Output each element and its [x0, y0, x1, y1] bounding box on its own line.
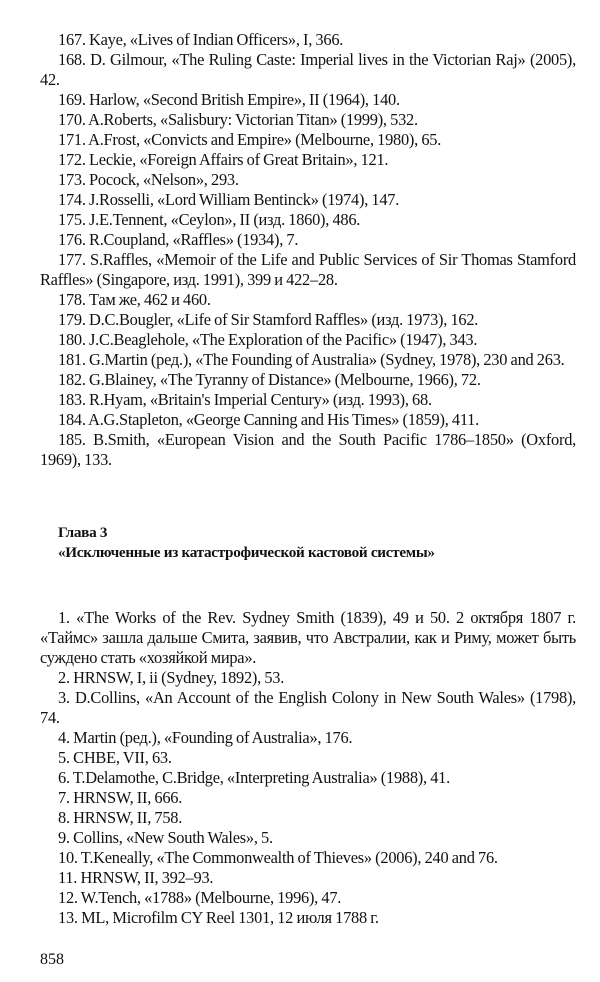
endnote-168: 168. D. Gilmour, «The Ruling Caste: Imperial lives in the Victorian Raj» (2005), 42. [40, 50, 576, 89]
endnote-175: 175. J.E.Tennent, «Ceylon», II (изд. 1860), 486. [58, 210, 361, 229]
endnote-7: 7. HRNSW, II, 666. [58, 788, 183, 807]
endnote-10: 10. T.Keneally, «The Commonwealth of Thieves» (2006), 240 and 76. [58, 848, 498, 867]
endnote-167: 167. Kaye, «Lives of Indian Officers», I, 366. [58, 30, 344, 49]
endnote-178: 178. Там же, 462 и 460. [58, 290, 211, 309]
endnote-177: 177. S.Raffles, «Memoir of the Life and Public Services of Sir Thomas Stamford Raffles» (Singapore, изд. 1991), 399 и 422–28. [40, 250, 576, 289]
page-number: 858 [40, 951, 64, 968]
endnote-179: 179. D.C.Bougler, «Life of Sir Stamford Raffles» (изд. 1973), 162. [58, 310, 479, 329]
endnote-6: 6. T.Delamothe, C.Bridge, «Interpreting Australia» (1988), 41. [58, 768, 450, 787]
endnote-2: 2. HRNSW, I, ii (Sydney, 1892), 53. [58, 668, 285, 687]
endnote-182: 182. G.Blainey, «The Tyranny of Distance» (Melbourne, 1966), 72. [58, 370, 481, 389]
chapter-label: Глава 3 [58, 524, 108, 541]
endnotes-list-chapter-2 [40, 30, 576, 470]
endnote-176: 176. R.Coupland, «Raffles» (1934), 7. [58, 230, 299, 249]
endnote-169: 169. Harlow, «Second British Empire», II (1964), 140. [58, 90, 400, 109]
endnotes-list-chapter-3 [40, 608, 576, 928]
endnote-183: 183. R.Hyam, «Britain's Imperial Century» (изд. 1993), 68. [58, 390, 432, 409]
endnote-8: 8. HRNSW, II, 758. [58, 808, 183, 827]
endnote-3: 3. D.Collins, «An Account of the English Colony in New South Wales» (1798), 74. [40, 688, 576, 727]
endnote-181: 181. G.Martin (ред.), «The Founding of Australia» (Sydney, 1978), 230 and 263. [58, 350, 565, 369]
chapter-heading [58, 523, 578, 563]
endnote-13: 13. ML, Microfilm CY Reel 1301, 12 июля 1788 г. [58, 908, 379, 927]
endnote-172: 172. Leckie, «Foreign Affairs of Great Britain», 121. [58, 150, 389, 169]
endnote-174: 174. J.Rosselli, «Lord William Bentinck» (1974), 147. [58, 190, 400, 209]
endnote-173: 173. Pocock, «Nelson», 293. [58, 170, 239, 189]
endnote-11: 11. HRNSW, II, 392–93. [58, 868, 214, 887]
endnote-184: 184. A.G.Stapleton, «George Canning and His Times» (1859), 411. [58, 410, 479, 429]
endnote-180: 180. J.C.Beaglehole, «The Exploration of the Pacific» (1947), 343. [58, 330, 478, 349]
endnote-5: 5. CHBE, VII, 63. [58, 748, 172, 767]
endnote-9: 9. Collins, «New South Wales», 5. [58, 828, 273, 847]
endnote-1: 1. «The Works of the Rev. Sydney Smith (1839), 49 и 50. 2 октября 1807 г. «Таймс» зашла дальше Смита, заявив, что Австралии, как и Риму, может быть суждено стать «хозяйкой мира». [40, 608, 576, 667]
endnote-171: 171. A.Frost, «Convicts and Empire» (Melbourne, 1980), 65. [58, 130, 442, 149]
endnote-4: 4. Martin (ред.), «Founding of Australia», 176. [58, 728, 353, 747]
endnote-12: 12. W.Tench, «1788» (Melbourne, 1996), 47. [58, 888, 342, 907]
endnote-185: 185. B.Smith, «European Vision and the South Pacific 1786–1850» (Oxford, 1969), 133. [40, 430, 576, 469]
endnote-170: 170. A.Roberts, «Salisbury: Victorian Titan» (1999), 532. [58, 110, 418, 129]
chapter-title: «Исключенные из катастрофической кастовой системы» [58, 544, 435, 561]
